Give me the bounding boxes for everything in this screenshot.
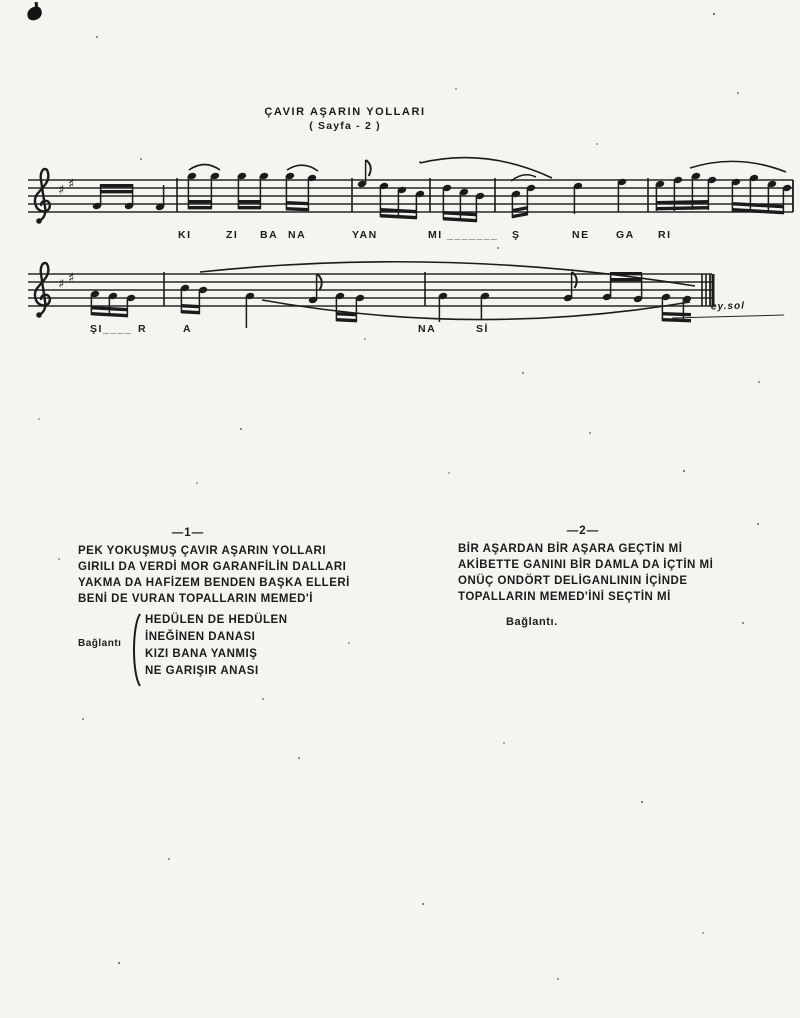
- lyric-syllable: _______: [447, 229, 499, 241]
- refrain-line: HEDÜLEN DE HEDÜLEN: [145, 614, 288, 626]
- verse-line: YAKMA DA HAFİZEM BENDEN BAŞKA ELLERİ: [78, 577, 350, 589]
- beam: [732, 202, 784, 208]
- beam: [181, 304, 200, 308]
- music-score: [0, 0, 800, 380]
- lyric-syllable: GA: [616, 229, 635, 241]
- bracket-lines: [145, 612, 288, 680]
- beam: [238, 206, 261, 209]
- lyric-syllable: NA: [288, 229, 307, 241]
- baglanti-refrain: [78, 612, 378, 688]
- beam: [286, 201, 309, 205]
- verse-1: [78, 527, 378, 688]
- song-title: ÇAVIR AŞARIN YOLLARI: [264, 106, 426, 118]
- lyric-syllable: ŞI: [90, 323, 103, 335]
- beam: [100, 184, 133, 187]
- verse-line: AKİBETTE GANINI BİR DAMLA DA İÇTİN Mİ: [458, 559, 714, 571]
- lyric-syllable: BA: [260, 229, 279, 241]
- verse-line: BİR AŞARDAN BİR AŞARA GEÇTİN Mİ: [458, 543, 683, 555]
- beam: [732, 208, 784, 214]
- staff: [28, 262, 713, 335]
- beam: [610, 278, 642, 281]
- baglanti-label: Bağlantı: [78, 638, 122, 649]
- lyric-syllable: NE: [572, 229, 590, 241]
- beam: [656, 206, 709, 210]
- verse-line: TOPALLARIN MEMED'İNİ SEÇTİN Mİ: [458, 591, 671, 603]
- lyric-syllable: Sİ: [476, 323, 489, 335]
- beam: [336, 318, 357, 322]
- slur: [189, 165, 220, 171]
- lyric-syllable: MI: [428, 229, 443, 241]
- beam: [662, 318, 691, 322]
- page-number-subtitle: ( Sayfa - 2 ): [309, 120, 381, 132]
- verse-line: ONÜÇ ONDÖRT DELİGANLININ İÇİNDE: [458, 575, 688, 587]
- verse-2-heading: —2—: [566, 525, 600, 537]
- refrain-line: NE GARIŞIR ANASI: [145, 665, 259, 677]
- lyric-syllable: ____: [103, 323, 133, 335]
- beam: [181, 310, 200, 314]
- lyric-syllable: KI: [178, 229, 192, 241]
- sharp-sign: ♯: [68, 271, 75, 286]
- lyric-syllable: A: [183, 323, 193, 335]
- beam: [286, 207, 309, 211]
- collector-signature: ey.sol: [672, 300, 784, 319]
- verse-line: BENİ DE VURAN TOPALLARIN MEMED'İ: [78, 593, 313, 605]
- refrain-line: İNEĞİNEN DANASI: [145, 631, 256, 643]
- slur: [690, 161, 786, 172]
- slur: [262, 300, 690, 320]
- lyric-syllable: NA: [418, 323, 437, 335]
- beam: [100, 190, 133, 193]
- sharp-sign: ♯: [58, 183, 65, 198]
- lyric-syllable: RI: [658, 229, 672, 241]
- beam: [188, 206, 212, 209]
- bracket-brace-icon: [130, 612, 142, 688]
- sharp-sign: ♯: [58, 277, 65, 292]
- verse-2: [458, 525, 778, 628]
- lyric-syllable: R: [138, 323, 148, 335]
- lyric-syllable: ZI: [226, 229, 239, 241]
- beam: [512, 212, 528, 218]
- beam: [238, 200, 261, 203]
- eighth-flag: [366, 160, 371, 176]
- baglanti-footer: Bağlantı.: [506, 616, 558, 628]
- sharp-sign: ♯: [68, 177, 75, 192]
- verse-1-heading: —1—: [171, 527, 205, 539]
- verse-line: GIRILI DA VERDİ MOR GARANFİLİN DALLARI: [78, 561, 347, 573]
- lyric-syllable: Ş: [512, 229, 521, 241]
- lyric-syllable: YAN: [352, 229, 378, 241]
- slur: [287, 165, 318, 171]
- refrain-line: KIZI BANA YANMIŞ: [145, 648, 258, 660]
- staff: [28, 158, 793, 241]
- beam: [188, 200, 212, 203]
- verse-line: PEK YOKUŞMUŞ ÇAVIR AŞARIN YOLLARI: [78, 545, 327, 557]
